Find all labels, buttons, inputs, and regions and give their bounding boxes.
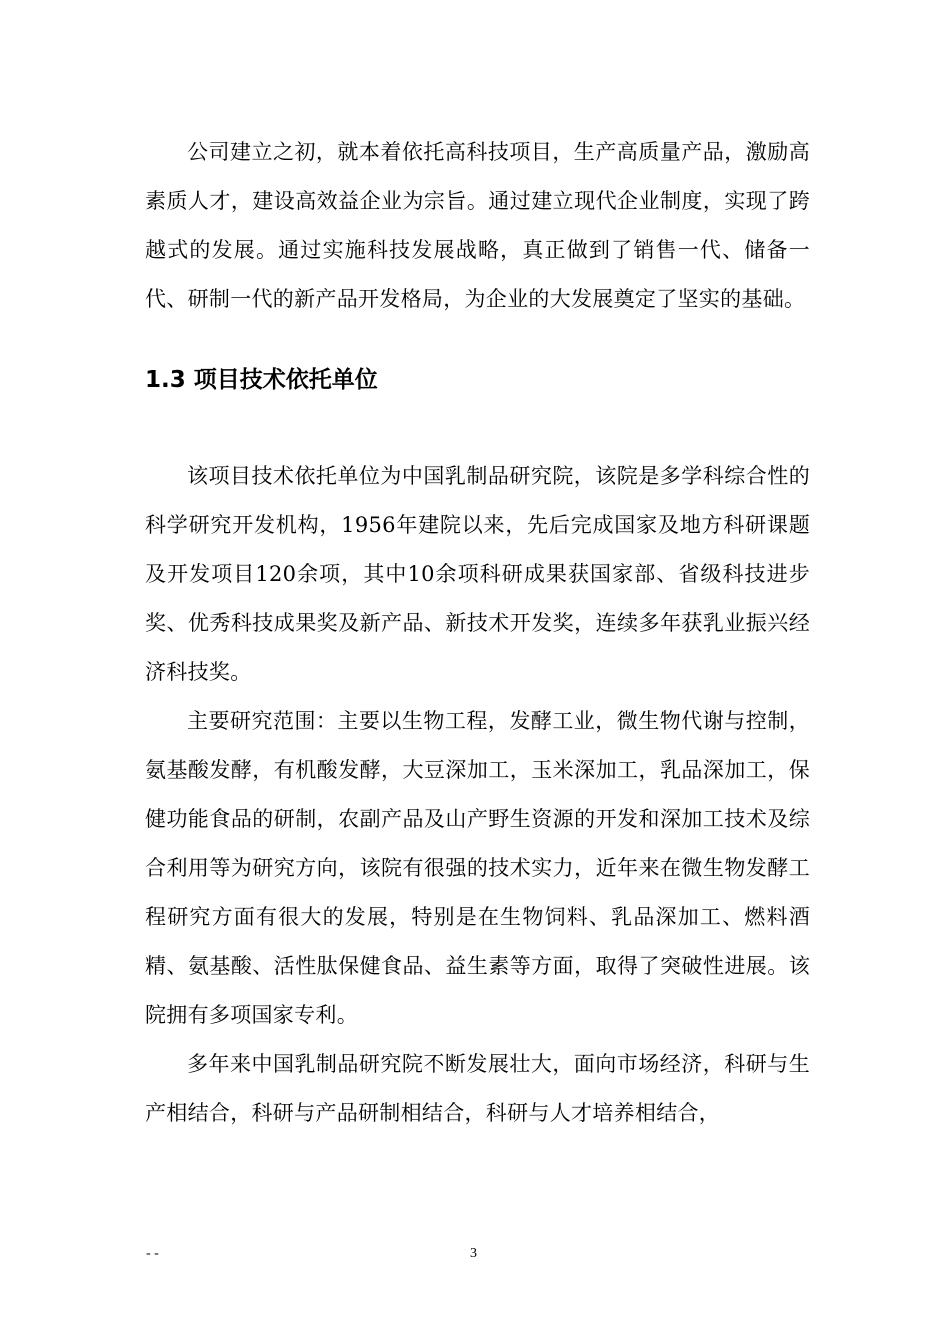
body-paragraph-3: 多年来中国乳制品研究院不断发展壮大，面向市场经济，科研与生产相结合，科研与产品研制相结合，科研与人才培养相结合，	[145, 1052, 810, 1125]
footer-mark: - -	[146, 1246, 159, 1261]
body-paragraph-2: 主要研究范围：主要以生物工程，发酵工业，微生物代谢与控制，氨基酸发酵，有机酸发酵，大豆深加工，玉米深加工，乳品深加工，保健功能食品的研制，农副产品及山产野生资源的开发和深加工技术及综合利用等为研究方向，该院有很强的技术实力，近年来在微生物发酵工程研究方面有很大的发展，特别是在生物饲料、乳品深加工、燃料酒精、氨基酸、活性肽保健食品、益生素等方面，取得了突破性进展。该院拥有多项国家专利。	[145, 709, 810, 1027]
body-paragraph-1: 该项目技术依托单位为中国乳制品研究院，该院是多学科综合性的科学研究开发机构，1956年建院以来，先后完成国家及地方科研课题及开发项目120余项，其中10余项科研成果获国家部、省级科技进步奖、优秀科技成果奖及新产品、新技术开发奖，连续多年获乳业振兴经济科技奖。	[145, 464, 810, 684]
section-heading: 1.3 项目技术依托单位	[145, 367, 378, 393]
page-number: 3	[470, 1246, 477, 1261]
page-content	[145, 128, 810, 1138]
intro-paragraph: 公司建立之初，就本着依托高科技项目，生产高质量产品，激励高素质人才，建设高效益企业为宗旨。通过建立现代企业制度，实现了跨越式的发展。通过实施科技发展战略，真正做到了销售一代、储备一代、研制一代的新产品开发格局，为企业的大发展奠定了坚实的基础。	[145, 140, 810, 311]
